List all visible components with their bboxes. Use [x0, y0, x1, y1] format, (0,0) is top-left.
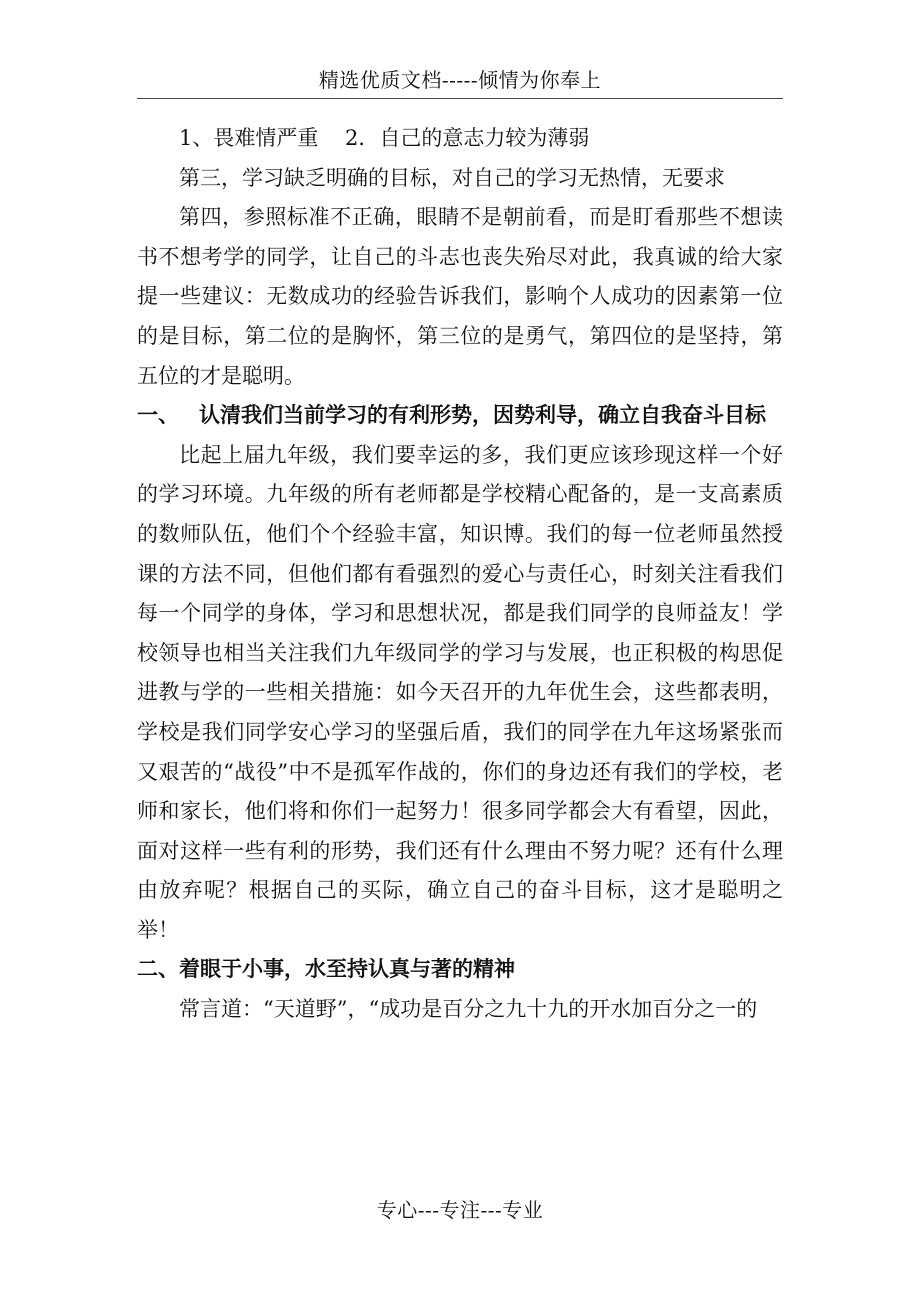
list-line-1-2: 1、畏难情严重 2．自己的意志力较为薄弱 — [179, 126, 590, 150]
section-heading-1-text: 认清我们当前学习的有利形势，因势利导，确立自我奋斗目标 — [199, 403, 766, 428]
section-heading-1 — [137, 396, 783, 436]
section-heading-2: 二、着眼于小事，水至持认真与著的精神 — [137, 957, 515, 982]
header-divider — [137, 98, 783, 99]
paragraph-third: 第三，学习缺乏明确的目标，对自己的学习无热情，无要求 — [179, 165, 725, 190]
page-footer: 专心---专注---专业 — [376, 1198, 544, 1222]
paragraph-fourth: 第四，参照标准不正确，眼睛不是朝前看，而是盯看那些不想读书不想考学的同学，让自己的斗志也丧失殆尽对此，我真诚的给大家提一些建议：无数成功的经验告诉我们，影响个人成功的因素第一位的是目标，第二位的是胸怀，第三位的是勇气，第四位的是坚持，第五位的才是聪明。 — [137, 205, 783, 388]
document-body — [137, 119, 783, 1030]
section-heading-1-number: 一、 — [137, 403, 179, 428]
page-header: 精选优质文档-----倾情为你奉上 — [318, 68, 602, 92]
paragraph-saying: 常言道：“天道野”，“成功是百分之九十九的开水加百分之一的 — [179, 997, 758, 1022]
paragraph-favorable-situation: 比起上届九年级，我们要幸运的多，我们更应该珍现这样一个好的学习环境。九年级的所有老师都是学校精心配备的，是一支高素质的数师队伍，他们个个经验丰富，知识博。我们的每一位老师虽然授课的方法不同，但他们都有看强烈的爱心与责任心，时刻关注看我们每一个同学的身体，学习和思想状况，都是我们同学的良师益友！学校领导也相当关注我们九年级同学的学习与发展，也正积极的构思促进教与学的一些相关措施：如今天召开的九年优生会，这些都表明，学校是我们同学安心学习的坚强后盾，我们的同学在九年这场紧张而又艰苦的“战役”中不是孤军作战的，你们的身边还有我们的学校，老师和家长，他们将和你们一起努力！很多同学都会大有看望，因此，面对这样一些有利的形势，我们还有什么理由不努力呢？还有什么理由放弃呢？根据自己的买际，确立自己的奋斗目标，这才是聪明之举！ — [137, 442, 783, 942]
